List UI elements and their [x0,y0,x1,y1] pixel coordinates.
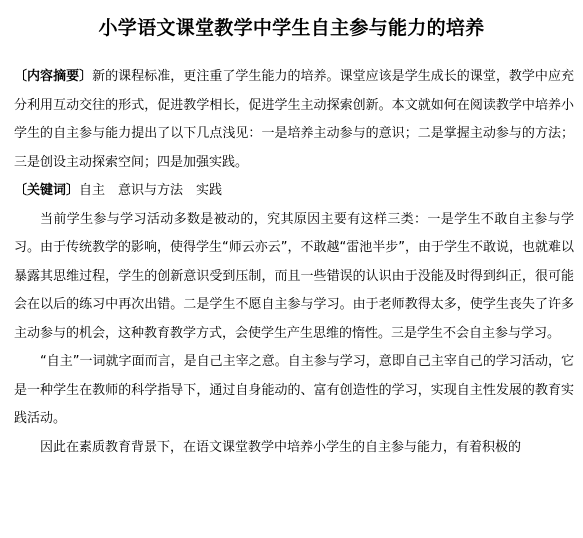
abstract-text: 新的课程标准，更注重了学生能力的培养。课堂应该是学生成长的课堂，教学中应充分利用互动交往的形式，促进教学相长，促进学生主动探索创新。本文就如何在阅读教学中培养小学生的自主参与能力提出了以下几点浅见：一是培养主动参与的意识；二是掌握主动参与的方法；三是创设主动探索空间；四是加强实践。 [14,69,574,170]
bottom-fade-overlay [0,516,583,538]
body-paragraph-1: 当前学生参与学习活动多数是被动的，究其原因主要有这样三类：一是学生不敢自主参与学习。由于传统教学的影响，使得学生“师云亦云”，不敢越“雷池半步”，由于学生不敢说，也就难以暴露其思维过程，学生的创新意识受到压制，而且一些错误的认识由于没能及时得到纠正，很可能会在以后的练习中再次出错。二是学生不愿自主参与学习。由于老师教得太多，使学生丧失了许多主动参与的机会，这种教育教学方式，会使学生产生思维的惰性。三是学生不会自主参与学习。 [14,211,574,341]
keywords-label: 〔关键词〕 [14,183,80,198]
document-title: 小学语文课堂教学中学生自主参与能力的培养 [98,17,485,39]
keywords-text: 自主 意识与方法 实践 [79,183,223,198]
body-paragraph-3: 因此在素质教育背景下，在语文课堂教学中培养小学生的自主参与能力，有着积极的 [40,439,522,455]
keywords-paragraph [14,177,574,206]
body-paragraph-2: “自主”一词就字面而言，是自己主宰之意。自主参与学习，意即自己主宰自己的学习活动，它是一种学生在教师的科学指导下，通过自身能动的、富有创造性的学习，实现自主性发展的教育实践活动。 [14,354,574,426]
abstract-label: 〔内容摘要〕 [14,69,93,84]
document-body [14,63,574,462]
abstract-paragraph [14,63,574,177]
